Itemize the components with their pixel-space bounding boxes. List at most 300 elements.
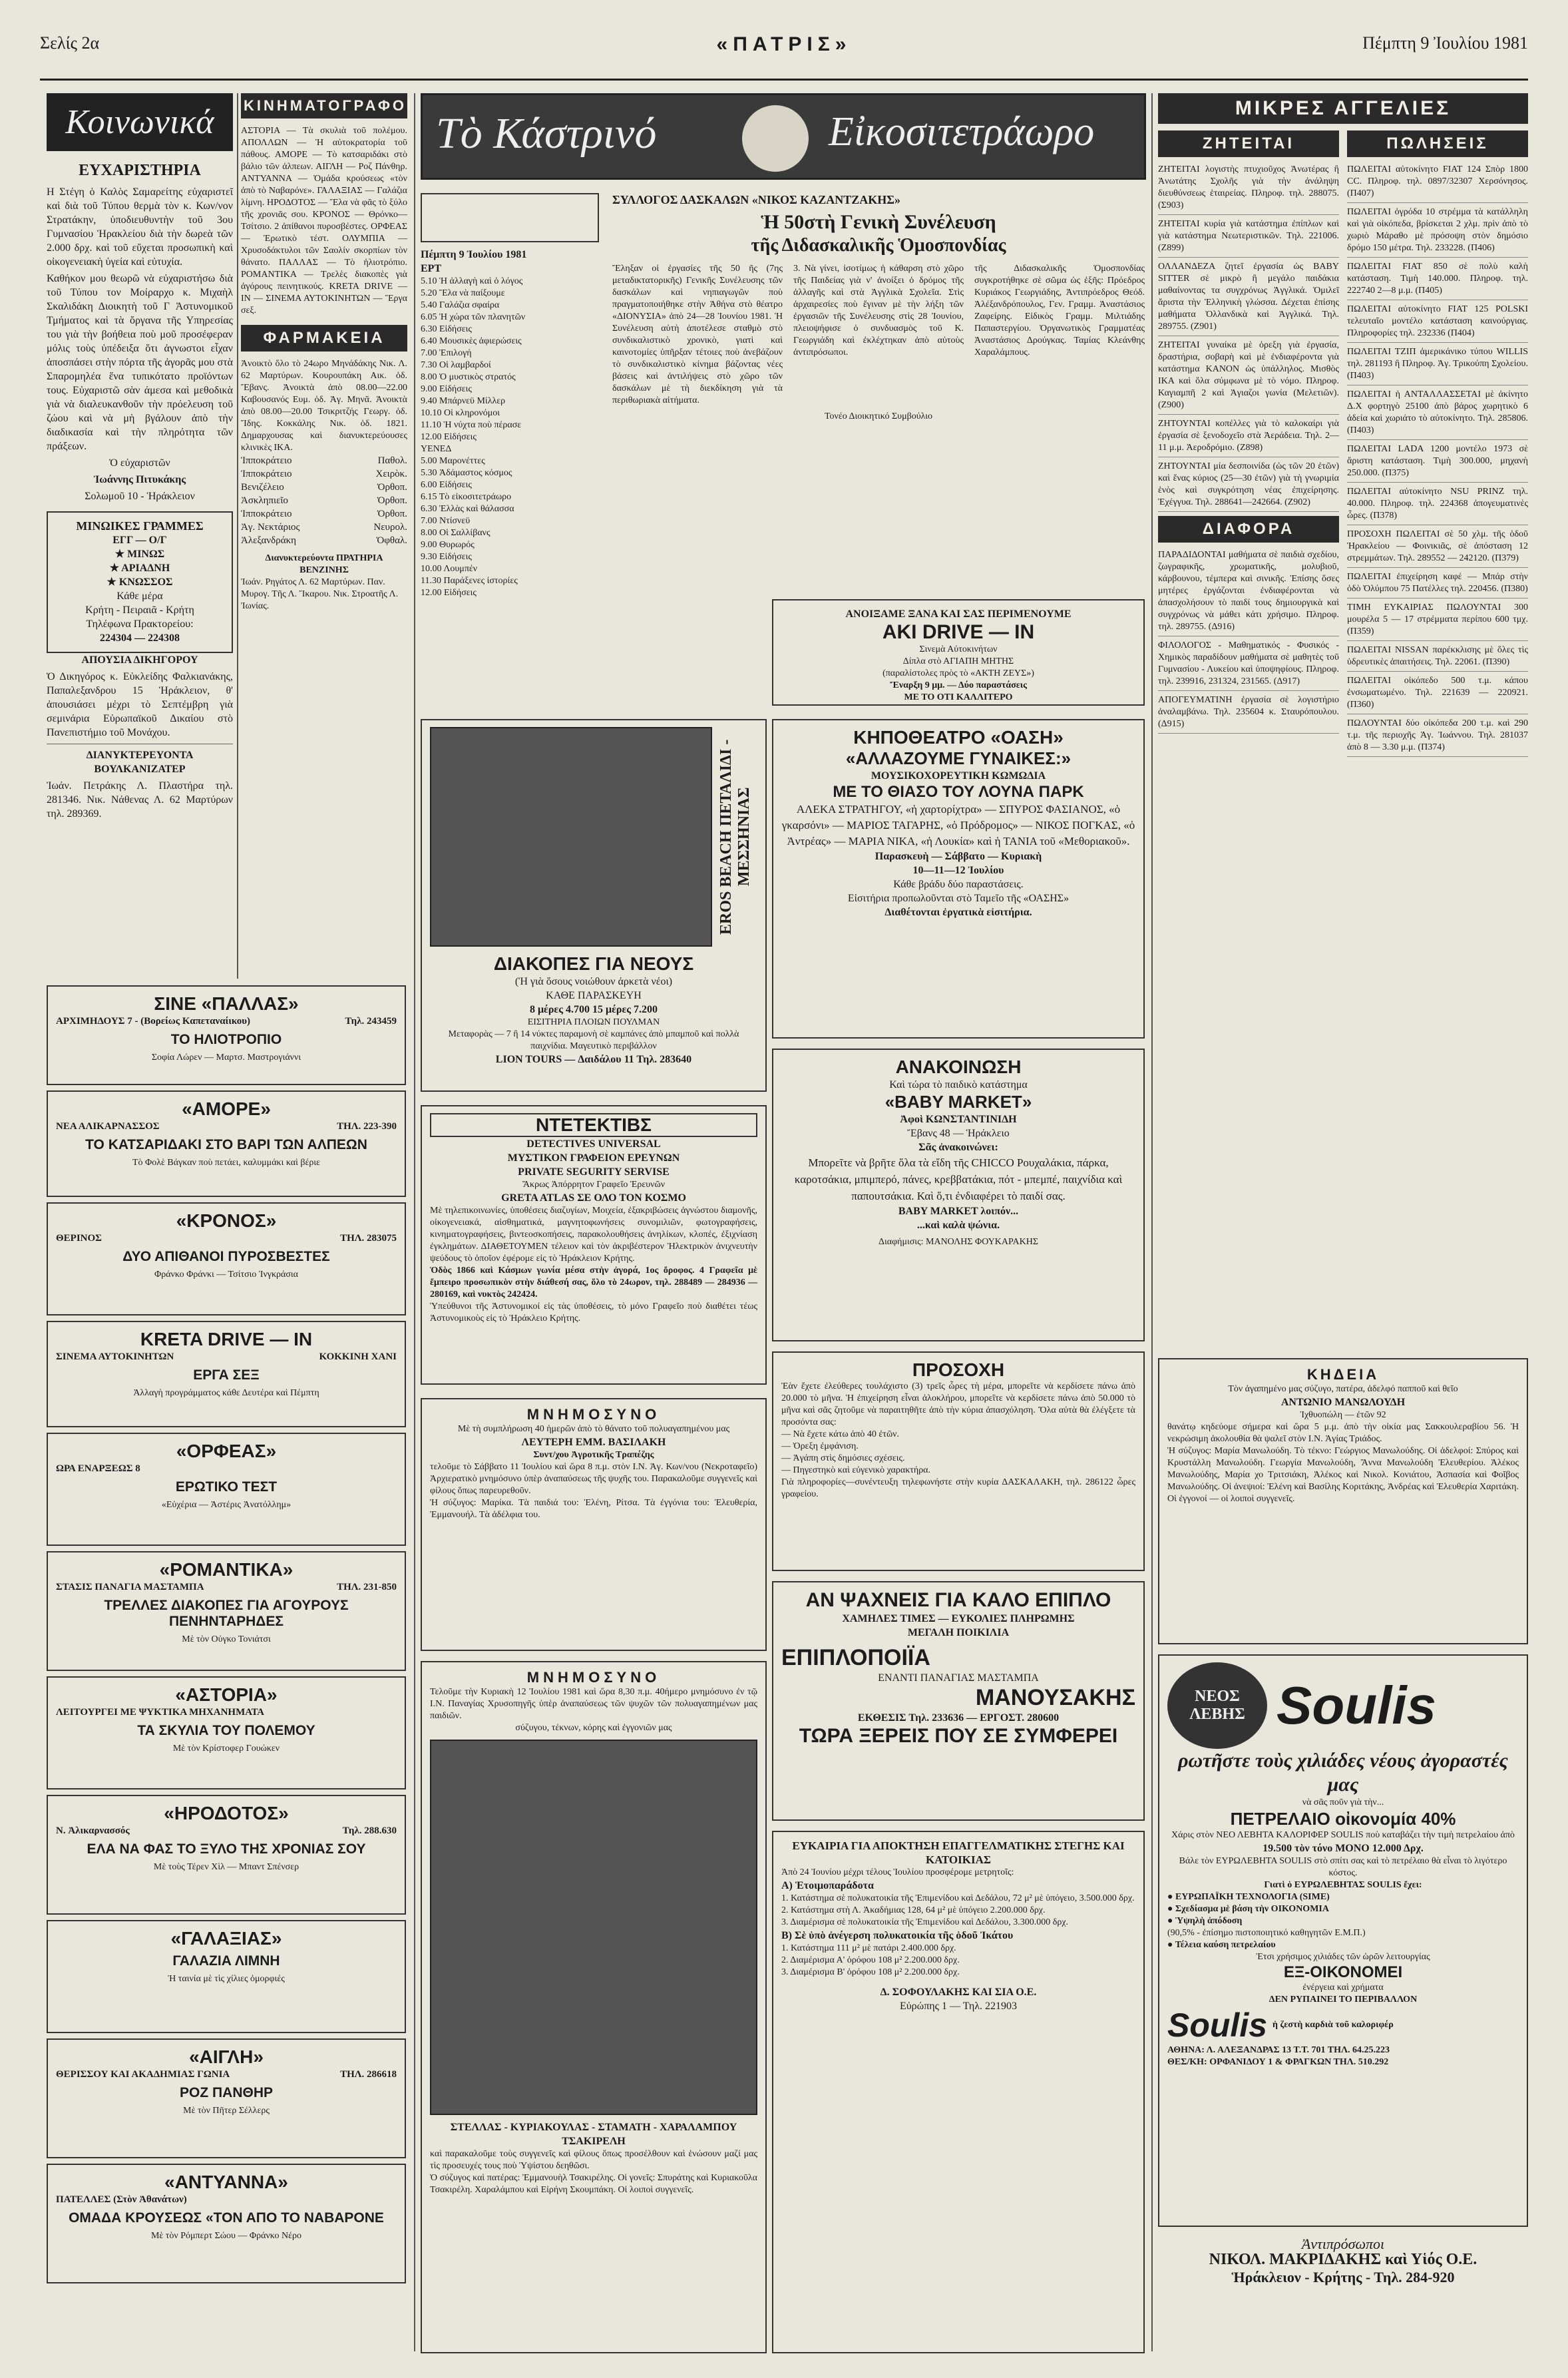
detective-h5: GRETA ATLAS ΣΕ ΟΛΟ ΤΟΝ ΚΟΣΜΟ xyxy=(501,1192,686,1204)
soulis-price: 19.500 τὸν τόνο ΜΟΝΟ 12.000 Δρχ. xyxy=(1263,1843,1424,1854)
memorial2-names: ΣΤΕΛΛΑΣ - ΚΥΡΙΑΚΟΥΛΑΣ - ΣΤΑΜΑΤΗ - ΧΑΡΑΛΑΜΠΟΥ ΤΣΑΚΙΡΕΛΗ xyxy=(450,2122,737,2147)
detective-sub: DETECTIVES UNIVERSAL xyxy=(526,1138,661,1150)
cinema-addr: ΣΙΝΕΜΑ ΑΥΤΟΚΙΝΗΤΩΝ xyxy=(56,1351,174,1362)
teachers-title-2: τῆς Διδασκαλικῆς Ὁμοσπονδίας xyxy=(751,235,1006,256)
minoan-lines-ad xyxy=(47,511,233,653)
thanks-title: ΕΥΧΑΡΙΣΤΗΡΙΑ xyxy=(79,162,201,179)
property-item: 2. Κατάστημα στὴ Λ. Ἀκαδήμιας 128, 64 μ² μὲ ὑπόγειο 2.200.000 δρχ. xyxy=(781,1905,1046,1915)
furniture-slogan: ΤΩΡΑ ΞΕΡΕΙΣ ΠΟΥ ΣΕ ΣΥΜΦΕΡΕΙ xyxy=(799,1725,1118,1747)
kastrino-emblem-icon xyxy=(742,105,809,172)
theatre-days: Παρασκευὴ — Σάββατο — Κυριακὴ xyxy=(875,851,1042,862)
tv-item: 5.30 Ἀδάμαστος κόσμος xyxy=(421,468,512,478)
column-rule xyxy=(1151,93,1153,2351)
agent-l1: Ἀντιπρόσωποι xyxy=(1301,2237,1385,2252)
sale-ad: ΠΩΛΕΙΤΑΙ ΤΖΙΠ ἀμερικάνικο τύπου WILLIS τηλ. 281193 ἢ Πληροφ. Ἀγ. Τρικούπη Σχολείου. (Π403) xyxy=(1347,346,1528,385)
cinema-ad xyxy=(47,1433,406,1546)
tv-item: 6.05 Ἡ χώρα τῶν πλανητῶν xyxy=(421,312,526,322)
minoan-ship: ★ ΚΝΩΣΣΟΣ xyxy=(106,577,173,588)
minoan-title: ΜΙΝΩΙΚΕΣ ΓΡΑΜΜΕΣ xyxy=(76,519,204,533)
sale-ad: ΠΩΛΕΙΤΑΙ οἰκόπεδο 500 τ.μ. κάπου ἐνσωματωμένο. Τηλ. 221639 — 220921. (Π360) xyxy=(1347,675,1528,714)
kastrino-header xyxy=(421,93,1146,180)
pharmacy-name: Βενιζέλειο xyxy=(241,482,284,493)
aki-l2: AKI DRIVE — IN xyxy=(882,621,1035,643)
aki-l6: Ἔναρξη 9 μμ. — Δύο παραστάσεις xyxy=(890,680,1027,690)
travel-sub: (Ἡ γιὰ ὅσους νοιώθουν ἀρκετὰ νέοι) xyxy=(514,976,673,987)
baby-market-ad xyxy=(772,1049,1145,1341)
soulis-feature: ● Ὑψηλὴ ἀπόδοση xyxy=(1167,1916,1243,1926)
pharmacy-row xyxy=(241,534,407,547)
cinema-ads xyxy=(47,985,406,2357)
cinema-tel: ΤΗΛ. 286618 xyxy=(340,2069,397,2080)
proschi-req: — Νὰ ἔχετε κάτω ἀπὸ 40 ἐτῶν. xyxy=(781,1429,899,1439)
aki-l3: Σινεμὰ Αὐτοκινήτων xyxy=(919,644,998,654)
detective-addr: Ὁδὸς 1866 καὶ Κάσμων γωνία μέσα στὴν ἀγορά, 1ος ὄροφος. 4 Γραφεῖα μὲ ἔμπειρο προσωπικὸν στὴν διάθεσή σας, ὅλο τὸ 24ωρον, τηλ. 288489 — 284936 — 280169, καὶ νυκτὸς 242424. xyxy=(430,1266,757,1300)
cinema-ad xyxy=(47,985,406,1085)
cinema-info-row xyxy=(56,1015,397,1028)
cinema-tel: ΤΗΛ. 223-390 xyxy=(337,1121,397,1132)
memorial2-mid: σύζυγου, τέκνων, κόρης καὶ ἐγγονιῶν μας xyxy=(515,1723,672,1733)
issue-date: Πέμπτη 9 Ἰουλίου 1981 xyxy=(1362,33,1528,53)
detective-h2: ΜΥΣΤΙΚΟΝ ΓΡΑΦΕΙΟΝ ΕΡΕΥΝΩΝ xyxy=(507,1152,680,1164)
property-a: Α) Ἑτοιμοπαράδοτα xyxy=(781,1880,874,1891)
property-item: 3. Διαμέρισμα Β' ὀρόφου 108 μ² 2.200.000 δρχ. xyxy=(781,1967,960,1977)
cinema-name: «ΑΜΟΡΕ» xyxy=(182,1098,271,1119)
pharmacy-dept: Ὀρθοπ. xyxy=(377,482,407,493)
furniture-tel: ΕΚΘΕΣΙΣ Τηλ. 233636 — ΕΡΓΟΣΤ. 280600 xyxy=(857,1712,1060,1724)
memorial1-role: Συντ/χου Ἀγροτικῆς Τραπέζης xyxy=(533,1450,654,1460)
baby-name: «BABY MARKET» xyxy=(884,1092,1032,1112)
cinema-film: ΓΑΛΑΖΙΑ ΛΙΜΝΗ xyxy=(172,1953,280,1969)
cinema-tel: Τηλ. 243459 xyxy=(345,1016,397,1027)
aki-l7: ΜΕ ΤΟ ΟΤΙ ΚΑΛΛΙΤΕΡΟ xyxy=(904,692,1013,702)
pharmacy-name: Ἀλεξανδράκη xyxy=(241,535,296,546)
soulis-ad xyxy=(1158,1654,1528,2227)
tyre-title: ΔΙΑΝΥΚΤΕΡΕΥΟΝΤΑ ΒΟΥΛΚΑΝΙΖΑΤΕΡ xyxy=(86,750,194,775)
property-title: ΕΥΚΑΙΡΙΑ ΓΙΑ ΑΠΟΚΤΗΣΗ ΕΠΑΓΓΕΛΜΑΤΙΚΗΣ ΣΤΕΓΗΣ ΚΑΙ ΚΑΤΟΙΚΙΑΣ xyxy=(792,1839,1125,1866)
theatre-troupe: ΜΕ ΤΟ ΘΙΑΣΟ ΤΟΥ ΛΟΥΝΑ ΠΑΡΚ xyxy=(833,783,1084,801)
aki-drive-in-ad xyxy=(772,599,1145,706)
cinema-ad xyxy=(47,2038,406,2158)
cinema-cast: Μὲ τὸν Κρίστοφερ Γουώκεν xyxy=(172,1744,280,1754)
funeral-role: Ἰχθυοπώλη — ἐτῶν 92 xyxy=(1300,1410,1386,1420)
funeral-fam: Ἡ σύζυγος: Μαρία Μανωλούδη. Τὸ τέκνο: Γεώργιος Μανωλούδης. Οἱ ἀδελφοί: Σπύρος καὶ Κρυστάλλη Μανωλούδη. Γεωργία Μανωλούδη, Ἄννα Μανωλούδη Ἐλευθερίου. Ἀλέκος Μανωλούδης, Μαρία χο Τριτσιάκη, Ἀλέκος καὶ Νικολ. Κονιάτου, Ἀσπασία καὶ Φοῖβος Μανωλούδης. Οἱ ἀνεψιοί: Ἐλένη καὶ Βασίλης Κοριτάκης, Ἀνδρέας καὶ Ἐλευθερία Χαριτάκη. Οἱ ἐγγονοί — οἱ λοιποὶ συγγενεῖς. xyxy=(1167,1446,1519,1504)
cinema-cast: Σοφία Λώρεν — Μαρτσ. Μαστρογιάννι xyxy=(151,1053,301,1063)
wanted-ad: ΖΗΤΟΥΝΤΑΙ μία δεσποινίδα (ὡς τῶν 20 ἐτῶν) καὶ ἕνας κύριος (25—30 ἐτῶν) γιὰ τὴ γνωριμία ἑνὸς καὶ συγκρότηση νέας ἐπιχείρησης. Ἐχέγγυα. Τηλ. 288641—242664. (Ζ902) xyxy=(1158,461,1339,512)
misc-ad: ΦΙΛΟΛΟΓΟΣ - Μαθηματικός - Φυσικός - Χημικὸς παραδίδουν μαθήματα σὲ μαθητὲς τοῦ Γυμνασίου - Λυκείου καὶ ὑποψηφίους. Πληροφ. τηλ. 239916, 231324, 231565. (Δ917) xyxy=(1158,640,1339,691)
tv-item: 7.00 Ἐπιλογή xyxy=(421,348,472,358)
travel-price: 8 μέρες 4.700 15 μέρες 7.200 xyxy=(529,1004,658,1015)
detective-ad xyxy=(421,1105,767,1385)
soulis-addr1: ΑΘΗΝΑ: Λ. ΑΛΕΞΑΝΔΡΑΣ 13 Τ.Τ. 701 ΤΗΛ. 64.25.223 xyxy=(1167,2045,1390,2055)
cinema-name: «ΡΟΜΑΝΤΙΚΑ» xyxy=(159,1559,294,1580)
misc-ad: ΠΑΡΑΔΙΔΟΝΤΑΙ μαθήματα σὲ παιδιὰ σχεδίου, ζωγραφικῆς, χρωματικῆς, μολυβιοῦ, κάρβουνου, τέμπερα καὶ σινικῆς. Ἐπίσης ὅσες μητέρες ἐργάζονται ἐνδιαφέρονται νὰ ἀπασχολήσουν τὸ παιδί τους δημιουργικὰ καὶ συγχρόνως νὰ μάθει κάτι χρήσιμο. Πληροφ. τηλ. 289755. (Δ916) xyxy=(1158,549,1339,636)
thanks-p1: Η Στέγη ὁ Καλὸς Σαμαρείτης εὐχαριστεῖ καὶ διὰ τοῦ Τύπου θερμὰ τὸν κ. Κων/νον Στρατάκην, ὑποδιευθυντὴν τοῦ 3ου Γυμνασίου Ἡρακλείου διὰ τὴν δωρεὰ τῶν 2.000 δρχ. καὶ τοῦ εὔχεται προσωπικὴ καὶ οἰκογενειακὴ ὑγεία καὶ εὐτυχία. xyxy=(47,186,233,268)
memorial2-text2: καὶ παρακαλοῦμε τοὺς συγγενεῖς καὶ φίλους ὅπως προσέλθουν καὶ ἑνώσουν μαζί μας τὶς προσευχές τους ποὺ Ὑψίστου δεηθῶσι. xyxy=(430,2149,757,2171)
pharmacy-row xyxy=(241,454,407,467)
cinema-ad xyxy=(47,1795,406,1915)
cinema-name: KRETA DRIVE — IN xyxy=(140,1329,313,1349)
property-firm: Δ. ΣΟΦΟΥΛΑΚΗΣ ΚΑΙ ΣΙΑ Ο.Ε. xyxy=(880,1987,1037,1998)
tv-item: 5.40 Γαλάζια σφαίρα xyxy=(421,300,500,310)
aki-l5: (παραλίστολες πρὸς τὸ «ΑΚΤΗ ΖΕΥΣ») xyxy=(882,668,1034,678)
cinema-film: ΕΡΓΑ ΣΕΞ xyxy=(193,1367,260,1383)
tv-item: 7.00 Ντίσνεϋ xyxy=(421,516,471,526)
proschi-ad xyxy=(772,1351,1145,1571)
tv-item: 11.10 Ἡ νύχτα ποὺ πέρασε xyxy=(421,420,522,430)
sale-ad: ΠΩΛΕΙΤΑΙ ἐπιχείρηση καφέ — Μπάρ στὴν ὁδὸ Ὀλύμπου 75 Πατέλλες τηλ. 220456. (Π380) xyxy=(1347,571,1528,598)
proschi-contact: Γιὰ πληροφορίες—συνέντευξη τηλεφωνήστε στὴν κυρία ΔΑΣΚΑΛΑΚΗ, τηλ. 286122 ὧρες γραφείου. xyxy=(781,1477,1135,1499)
sale-bar: ΠΩΛΗΣΕΙΣ xyxy=(1347,130,1528,157)
cinema-addr: ΘΕΡΙΝΟΣ xyxy=(56,1233,102,1244)
sale-ad: ΠΡΟΣΟΧΗ ΠΩΛΕΙΤΑΙ σὲ 50 χλμ. τῆς ὁδοῦ Ἡρακλείου — Φοινικιᾶς, σὲ ἀπόσταση 12 στρεμμάτων. Τηλ. 289552 — 242120. (Π379) xyxy=(1347,529,1528,568)
theatre-shows: Κάθε βράδυ δύο παραστάσεις. xyxy=(893,879,1024,890)
pharmacy-row xyxy=(241,521,407,534)
baby-close-2: ...καὶ καλὰ ψώνια. xyxy=(916,1220,1000,1231)
memorial2-fam: Ὁ σύζυγος καὶ πατέρας: Ἐμμανουὴλ Τσακιρέλης. Οἱ γονεῖς: Σπυράτης καὶ Κυριακοῦλα Τσακιρέλη. Χαραλάμπου καὶ Εἰρήνη Σκουμπάκη. Οἱ λοιποὶ συγγενεῖς. xyxy=(430,2173,757,2195)
wanted-ad: ΖΗΤΕΙΤΑΙ κυρία γιὰ κατάστημα ἐπίπλων καὶ γιὰ κατάστημα Νεωτεριστικῶν. Τηλ. 221006. (Ζ899) xyxy=(1158,218,1339,258)
sale-ad: ΠΩΛΕΙΤΑΙ ἡ ΑΝΤΑΛΛΑΣΣΕΤΑΙ μὲ ἀκίνητο Δ.Χ φορτηγὸ 25100 ἀπὸ βάρος χωρητικὸ 6 ἀδεία καὶ χωριάτο τὸ αὐτοκίνητο. Τηλ. 285806. (Π403) xyxy=(1347,389,1528,440)
wanted-ad: ΖΗΤΟΥΝΤΑΙ κοπέλλες γιὰ τὸ καλοκαίρι γιὰ ἐργασία σὲ ξενοδοχεῖο στὰ Ἀεράδεια. Τηλ. 2—11 μ.μ. Ἀεροδρόμιο. (Ζ898) xyxy=(1158,418,1339,457)
sale-ad: ΠΩΛΕΙΤΑΙ αὐτοκίνητο FIAT 125 POLSKI τελευταῖο μοντέλο κατάσταση καινούργιας. Πληροφορίες τηλ. 232336 (Π404) xyxy=(1347,304,1528,343)
theatre-genre: ΜΟΥΣΙΚΟΧΟΡΕΥΤΙΚΗ ΚΩΜΩΔΙΑ xyxy=(871,770,1046,782)
soulis-slogan: ρωτῆστε τοὺς χιλιάδες νέους ἀγοραστές μας xyxy=(1178,1750,1508,1795)
funeral-intro: Τὸν ἀγαπημένο μας σύζυγο, πατέρα, ἀδελφό παπποῦ καὶ θεῖο xyxy=(1228,1384,1458,1394)
column-social xyxy=(47,93,233,824)
property-b: Β) Σὲ ὑπὸ ἀνέγερση πολυκατοικία τῆς ὁδοῦ Ἰκάτου xyxy=(781,1930,1014,1941)
proschi-text: Ἐὰν ἔχετε ἐλεύθερες τουλάχιστο (3) τρεῖς ὧρες τὴ μέρα, μπορεῖτε νὰ κερδίσετε πάνω ἀπὸ 20.000 τὸ μῆνα. Ἡ ἐπιχείρηση εἶναι ἀλοκλήρου, μπορεῖτε νὰ κερδίσετε πάνω ἀπὸ 50.000 τὸ μῆνα καὶ σᾶς ζητοῦμε νὰ παραιτηθῆτε ἀπὸ τὴν κύρια ἀπασχόληση. Ὅλα αὐτὰ θὰ ἐλέγξετε τὰ προσόντα σας: xyxy=(781,1381,1135,1427)
tv-item: 8.00 Ὁ μυστικὸς στρατός xyxy=(421,372,516,382)
memorial1-fam: Ἡ σύζυγος: Μαρίκα. Τὰ παιδιά του: Ἐλένη, Ρίτσα. Τὰ ἐγγόνια του: Ἐλευθερία, Ἐμμανουήλ. Τὰ ἀδέλφια του. xyxy=(430,1498,757,1520)
sale-ad: ΠΩΛΕΙΤΑΙ LADA 1200 μοντέλο 1973 σὲ ἄριστη κατάσταση. Τιμὴ 300.000, μηχανὴ 250.000. (Π375) xyxy=(1347,443,1528,483)
sale-ad: ΠΩΛΕΙΤΑΙ αὐτοκίνητο FIAT 124 Σπὸρ 1800 CC. Πληροφ. τηλ. 0897/32307 Χερσόνησος. (Π407) xyxy=(1347,164,1528,203)
cinema-info-row xyxy=(56,1350,397,1363)
proschi-req: — Ὀρεξη ἐμφάνιση. xyxy=(781,1441,859,1451)
soulis-brand: Soulis xyxy=(1276,1676,1437,1735)
furniture-name: ΜΑΝΟΥΣΑΚΗΣ xyxy=(975,1685,1135,1710)
memorial1-name: ΛΕΥΤΕΡΗ ΕΜΜ. ΒΑΣΙΛΑΚΗ xyxy=(521,1437,666,1448)
soulis-note: (90,5% - ἐπίσημο πιστοποιητικό καθηγητῶν Ε.Μ.Π.) xyxy=(1167,1928,1366,1938)
furniture-l2: ΧΑΜΗΛΕΣ ΤΙΜΕΣ — ΕΥΚΟΛΙΕΣ ΠΛΗΡΩΜΗΣ xyxy=(842,1613,1075,1624)
cinema-bar: ΚΙΝΗΜΑΤΟΓΡΑΦΟΙ xyxy=(241,93,407,119)
pharmacy-dept: Ὀφθαλ. xyxy=(376,535,407,546)
pharmacy-text: Ἀνοικτὸ ὅλο τὸ 24ωρο Μηνάδάκης Νικ. Λ. 62 Μαρτύρων. Κουρουπάκη Αικ. ὁδ. Ἔβανς. Ἀνοικτὰ ἀπὸ 08.00—22.00 Καβουσανός Ευμ. ὁδ. Ἀγ. Μηνᾶ. Ἀνοικτὰ ἀπὸ 08.00—20.00 Τσικριτζής Γεωργ. ὁδ. Ἴδης. Κοκκάλης Νικ. ὁδ. 1821. Δημαρχουσας καὶ διανυκτερεύουσες κλινικὲς ΙΚΑ. xyxy=(241,359,407,453)
cinema-cast: Μὲ τὸν Ρόμπερτ Σώου — Φράνκο Νέρο xyxy=(150,2231,302,2241)
misc-ad: ΑΠΟΓΕΥΜΑΤΙΝΗ ἐργασία σὲ λογιστήριο ἀναλαμβάνω. Τηλ. 235604 κ. Σταυρόπουλου. (Δ915) xyxy=(1158,694,1339,734)
tv-item: 6.30 Ἑλλὰς καὶ θάλασσα xyxy=(421,504,514,514)
property-item: 3. Διαμέρισμα σὲ πολυκατοικία τῆς Ἐπιμενίδου καὶ Δεδάλου, 3.300.000 δρχ. xyxy=(781,1917,1069,1927)
cinema-film: ΤΡΕΛΛΕΣ ΔΙΑΚΟΠΕΣ ΓΙΑ ΑΓΟΥΡΟΥΣ ΠΕΝΗΝΤΑΡΗΔΕΣ xyxy=(104,1598,349,1629)
travel-vertical: EROS BEACH ΠΕΤΑΛΙΔΙ - ΜΕΣΣΗΝΙΑΣ xyxy=(717,739,753,935)
soulis-feature: ● Σχεδίασμα μὲ βάση τὴν ΟΙΚΟΝΟΜΙΑ xyxy=(1167,1904,1329,1914)
cinema-info-row xyxy=(56,2193,397,2206)
soulis-addr2: ΘΕΣ/ΚΗ: ΟΡΦΑΝΙΔΟΥ 1 & ΦΡΑΓΚΩΝ ΤΗΛ. 510.292 xyxy=(1167,2057,1389,2067)
soulis-eco2: ἐνέργεια καὶ χρήματα xyxy=(1302,1983,1384,1993)
cinema-film: ΤΟ ΗΛΙΟΤΡΟΠΙΟ xyxy=(170,1032,282,1047)
cinema-cast: Φράνκο Φράνκι — Τσίτσιο Ἰνγκράσια xyxy=(154,1270,299,1280)
cinema-film: ΔΥΟ ΑΠΙΘΑΝΟΙ ΠΥΡΟΣΒΕΣΤΕΣ xyxy=(122,1249,330,1264)
pharmacy-name: Ἱπποκράτειο xyxy=(241,469,292,479)
furniture-l3: ΜΕΓΑΛΗ ΠΟΙΚΙΛΙΑ xyxy=(907,1627,1010,1638)
cinema-list: ΑΣΤΟΡΙΑ — Τὰ σκυλιὰ τοῦ πολέμου. ΑΠΟΛΛΩΝ — Ἡ αὐτοκρατορία τοῦ πάθους. ΑΜΟΡΕ — Τὸ κατσαριδάκι στὸ βάλιο τῶν ἀλπεων. ΑΙΓΛΗ — Ροζ Πάνθηρ. ΑΝΤΥΑΝΝΑ — Ὀμάδα κρούσεως «τὸν ἀπὸ τὸ Ναβαρόνε». ΓΑΛΑΞΙΑΣ — Γαλάζια λίμνη. ΗΡΟΔΟΤΟΣ — Ἕλα νὰ φᾶς τὸ ξύλο τῆς χρονιᾶς σου. ΚΡΟΝΟΣ — Θρόνκο—Τσίτσιο. 2 ἀπίθανοι πυροσβέστες. ΟΡΦΕΑΣ — Ἐρωτικὸ τέστ. ΟΛΥΜΠΙΑ — Χρυσοδάκτυλοι τῶν Σαολίν σκορπίων τὸν θάνατο. ΠΑΛΛΑΣ — Τὸ ἡλιοτρόπιο. ΡΟΜΑΝΤΙΚΑ — Τρελὲς διακοπὲς γιὰ ἀγόρους πεινητικούς. KRETA DRIVE — IN — ΣΙΝΕΜΑ ΑΥΤΟΚΙΝΗΤΩΝ — Ἔργα σεξ. xyxy=(241,126,407,316)
cinema-name: «ΟΡΦΕΑΣ» xyxy=(176,1441,277,1461)
teachers-col-c: τῆς Διδασκαλικῆς Ὁμοσπονδίας συγκροτήθηκε σὲ σῶμα ὡς ἑξῆς: Πρόεδρος Κυριάκος Γεωργιάδης, Ἀντιπρόεδρος Θεόδ. Ἀλέξανδρόπουλος, Γεν. Γραμμ. Ἀναστάσιος Ζαφείρης. Εἰδικὸς Γραμμ. Μιλτιάδης Παπαστεργίου. Ὀργανωτικὸς Γραμματέας Ἀναστάσιος Δρούγκας. Ταμίας Κλεάνθης Χαραλάμπους. xyxy=(974,264,1145,357)
funeral-title: ΚΗΔΕΙΑ xyxy=(1306,1366,1380,1383)
tv-item: 10.10 Οἱ κληρονόμοι xyxy=(421,408,500,418)
tv-item: 9.00 Θυρωρός xyxy=(421,540,475,550)
cinema-name: «ΗΡΟΔΟΤΟΣ» xyxy=(164,1803,289,1823)
sale-ad: ΠΩΛΕΙΤΑΙ ὀγρόδα 10 στρέμμα τὰ κατάλληλη καὶ γιὰ οἰκόπεδα, βρίσκεται 2 χλμ. πρὶν ἀπὸ τὸ χωριὸ Μάραθο μὲ πρόσοψη στὸν δημόσιο δρόμο 150 μέτρα. Τηλ. 233228. (Π406) xyxy=(1347,206,1528,258)
soulis-q: νὰ σᾶς ποῦν γιὰ τὴν... xyxy=(1302,1797,1384,1807)
thanks-addr: Σολωμοῦ 10 - Ἡράκλειον xyxy=(85,491,195,502)
travel-fri: ΚΑΘΕ ΠΑΡΑΣΚΕΥΗ xyxy=(546,990,642,1001)
memorial2-title: ΜΝΗΜΟΣΥΝΟ xyxy=(526,1669,661,1686)
cinema-addr: ΣΤΑΣΙΣ ΠΑΝΑΓΙΑ ΜΑΣΤΑΜΠΑ xyxy=(56,1582,204,1592)
sale-ad: ΠΩΛΕΙΤΑΙ FIAT 850 σὲ πολὺ καλὴ κατάσταση. Τιμὴ 140.000. Πληροφ. τηλ. 222740 2—8 μ.μ. (Π405) xyxy=(1347,261,1528,300)
cinema-addr: ΑΡΧΙΜΗΔΟΥΣ 7 - (Βορείως Καπεταναίικου) xyxy=(56,1016,251,1027)
lawyer-text: Ὁ Δικηγόρος κ. Εὐκλείδης Φαλκιανάκης, Παπαλεξανδρου 15 Ἡράκλειον, θ' ἀπουσιάσει μέχρι τὸ Σεπτέμβρη γιὰ σεμινάρια Εὐρωπαϊκοῦ Δικαίου στὸ Πανεπιστήμιο τοῦ Μονάχου. xyxy=(47,671,233,738)
baby-text: Μπορεῖτε νὰ βρῆτε ὅλα τὰ εἴδη τῆς CHICCO Ρουχαλάκια, πάρκα, καροτσάκια, μπιμπερό, πάνες, κρεββατάκια, πότ - μπεμπέ, παιχνίδια καὶ παπουτσάκια. Καὶ ὅ,τι ἐνδιαφέρει τὸ παιδί σας. xyxy=(794,1156,1123,1202)
teachers-col-b: 3. Νὰ γίνει, ἰσοτίμως ἡ κάθαρση στὸ χῶρο τῆς Παιδείας γιὰ ν' ἀνοίξει ὁ δρόμος τῆς ἀλλαγῆς καὶ στὰ Ἀγγλικὰ Σχολεῖα. Στὶς ἀρχαιρεσίες ποὺ ἔγιναν μὲ τὴν λήξη τῶν ἐργασιῶν τῆς Συνέλευσης στὶς 28 Ἰουνίου, πλειοψήφισε ὁ συνδυασμὸς τοῦ Κ. Γεωργιάδη καὶ ἐκλέχτηκαν ἀπὸ αὐτοὺς ἀντιπρόσωποι. xyxy=(793,264,964,357)
header-rule xyxy=(40,79,1528,81)
memorial1-intro: Μὲ τὴ συμπλήρωση 40 ἡμερῶν ἀπὸ τὸ θάνατο τοῦ πολυαγαπημένου μας xyxy=(457,1424,730,1434)
pharmacy-dept: Ὀρθοπ. xyxy=(377,495,407,506)
tv-item: 6.30 Εἰδήσεις xyxy=(421,324,472,334)
cinema-name: «ΓΑΛΑΞΙΑΣ» xyxy=(170,1928,282,1949)
thanks-p2: Καθήκον μου θεωρῶ νὰ εὐχαριστήσω διὰ τοῦ Τύπου τον Μοίραρχο κ. Μιχαὴλ Σκαλιδάκη Διοικητὴ τοῦ Γ Ἀστυνομικοῦ Τμήματος καὶ τὰ ὄργανα τῆς Υπηρεσίας του γιὰ τὴν βοήθεια ποὺ μοῦ προσέφεραν μόλις τοὺς ὑπέδειξα ὅτι ἀγνωστοι εἶχαν ἀποσπάσει στὴν πόρτα τῆς ἀγορᾶς μου στὰ Σπαρομηλέα ἕνα τυπικότατο προϊόντων τους. Εὐχαριστῶ σὰν άμεσα καὶ μεθοδικὰ γιὰ νὰ διαλευκανθοῦν τὴν πρόελευση τοῦ ζώου καὶ νὰ μὴ βγάλουν ἀπὸ τὴν διαδικασία καὶ τὴν πληρότητα τῶν πράξεων. xyxy=(47,273,233,452)
pharmacy-bar: ΦΑΡΜΑΚΕΙΑ xyxy=(241,325,407,352)
tv-item: 9.30 Εἰδήσεις xyxy=(421,552,472,562)
wanted-ad: ΖΗΤΕΙΤΑΙ λογιστὴς πτυχιοῦχος Ἀνωτέρας ἢ Ἀνωτάτης Σχολῆς γιὰ τὴν ἀνάληψη διευθύνσεως ἑταιρείας. Πληροφ. τηλ. 288075. (Σ903) xyxy=(1158,164,1339,215)
travel-agency: LION TOURS — Δαιδάλου 11 Τηλ. 283640 xyxy=(495,1054,692,1065)
cinema-info-row xyxy=(56,1580,397,1594)
property-item: 1. Κατάστημα σὲ πολυκατοικία τῆς Ἐπιμενίδου καὶ Δεδάλου, 72 μ² μὲ ὑπόγειο, 3.500.000 δρχ. xyxy=(781,1893,1135,1903)
cinema-cast: Μὲ τοὺς Τέρεν Χὶλ — Μπαντ Σπένσερ xyxy=(153,1862,299,1872)
memorial1-title: ΜΝΗΜΟΣΥΝΟ xyxy=(526,1406,661,1423)
cinema-addr: Ν. Ἀλικαρνασσός xyxy=(56,1825,130,1836)
sale-ad: ΠΩΛΕΙΤΑΙ NISSAN παρέκκλισης μὲ ὅλες τὶς ὑδρευτικὲς ἀπαιτήσεις. Τηλ. 22061. (Π390) xyxy=(1347,644,1528,672)
cinema-film: ΟΜΑΔΑ ΚΡΟΥΣΕΩΣ «ΤΟΝ ΑΠΟ ΤΟ ΝΑΒΑΡΟΝΕ xyxy=(69,2210,384,2226)
teachers-sign: Τονέο Διοικητικό Συμβούλιο xyxy=(824,411,933,421)
soulis-agent xyxy=(1158,2237,1528,2337)
tv-programme xyxy=(421,193,599,746)
theatre-free: Διαθέτονται ἐργατικὰ εἰσιτήρια. xyxy=(884,907,1032,918)
tv-item: 7.30 Οἱ λαμβαρδοί xyxy=(421,360,491,370)
pharmacy-row xyxy=(241,467,407,481)
wanted-ad: ΟΛΛΑΝΔΕΖΑ ζητεῖ ἐργασία ὡς BABY SITTER σὲ μικρὸ ἢ μεγάλο παιδάκια μαθαίνοντας τα συγχρόνως Ἀγγλικά. Ὁμιλεῖ ἄριστα τὴν Ἑλληνικὴ γλώσσα. Δέχεται ἐπίσης μαθήματα Ὀλλανδικὰ καὶ Ἀγγλικά. Τηλ. 289755. (Ζ901) xyxy=(1158,261,1339,336)
furniture-l1: ΑΝ ΨΑΧΝΕΙΣ ΓΙΑ ΚΑΛΟ ΕΠΙΠΛΟ xyxy=(805,1589,1111,1611)
soulis-brand-2: Soulis xyxy=(1167,2007,1268,2044)
furniture-logo: ΕΠΙΠΛΟΠΟΙΪΑ xyxy=(781,1645,930,1670)
tv-item: 9.40 Μπάρνεϋ Μίλλερ xyxy=(421,396,506,406)
baby-addr: Ἔβανς 48 — Ἡράκλειο xyxy=(907,1128,1010,1139)
cinema-film: ΡΟΖ ΠΑΝΘΗΡ xyxy=(179,2085,273,2100)
furniture-place: ΕΝΑΝΤΙ ΠΑΝΑΓΙΑΣ ΜΑΣΤΑΜΠΑ xyxy=(878,1672,1039,1684)
soulis-why: Γιατὶ ὁ ΕΥΡΩΛΕΒΗΤΑΣ SOULIS ἔχει: xyxy=(1264,1880,1422,1890)
wanted-bar: ΖΗΤΕΙΤΑΙ xyxy=(1158,130,1339,157)
cinema-cast: Μὲ τὸν Πῆτερ Σέλλερς xyxy=(183,2106,270,2116)
tv-date: Πέμπτη 9 Ἰουλίου 1981 xyxy=(421,249,527,260)
cinema-addr: ΛΕΙΤΟΥΡΓΕΙ ΜΕ ΨΥΚΤΙΚΑ ΜΗΧΑΝΗΜΑΤΑ xyxy=(56,1707,265,1718)
cinema-tel: Τηλ. 288.630 xyxy=(342,1825,397,1836)
cinema-info-row xyxy=(56,1824,397,1837)
memorial2-text: Τελοῦμε τὴν Κυριακὴ 12 Ἰουλίου 1981 καὶ ὥρα 8,30 π.μ. 40ήμερο μνημόσυνο ἐν τῷ Ι.Ν. Παναγίας Χρυσοπηγῆς ὑπὲρ ἀναπαύσεως τῶν ψυχῶν τῶν πολυαγαπημένων μας παιδιῶν. xyxy=(430,1687,757,1721)
cinema-cast: Μὲ τὸν Οὐγκο Τονιάτσι xyxy=(182,1634,271,1644)
cinema-addr: ΠΑΤΕΛΛΕΣ (Στὸν Ἀθανάτων) xyxy=(56,2194,187,2205)
cinema-film: ΕΡΩΤΙΚΟ ΤΕΣΤ xyxy=(175,1479,278,1495)
cinema-info-row xyxy=(56,1706,397,1719)
tv-item: 5.20 Ἕλα νὰ παίξουμε xyxy=(421,288,505,298)
theatre-tickets: Εἰσιτήρια προπωλοῦνται στὸ Ταμεῖο τῆς «ΟΑΣΗΣ» xyxy=(847,893,1070,904)
baby-l1: Καὶ τώρα τὸ παιδικὸ κατάστημα xyxy=(889,1079,1028,1090)
tv-item: 6.15 Τὸ εἰκοσιτετράωρο xyxy=(421,492,512,502)
detective-h4: Ἄκρως Ἀπόρρητον Γραφεῖο Ἐρευνῶν xyxy=(522,1180,666,1190)
cinema-ad xyxy=(47,1551,406,1671)
cinema-addr: ΝΕΑ ΑΛΙΚΑΡΝΑΣΣΟΣ xyxy=(56,1121,160,1132)
detective-h3: PRIVATE SEGURITY SERVISE xyxy=(518,1166,670,1178)
baby-adv: Διαφήμισις: ΜΑΝΟΛΗΣ ΦΟΥΚΑΡΑΚΗΣ xyxy=(878,1237,1039,1247)
cinema-tel: ΚΟΚΚΙΝΗ ΧΑΝΙ xyxy=(319,1351,397,1362)
soulis-text1: Χάρις στὸν ΝΕΟ ΛΕΒΗΤΑ ΚΑΛΟΡΙΦΕΡ SOULIS ποὺ καταβάζει τὴν τιμὴ πετρελαίου ἀπὸ xyxy=(1171,1830,1515,1840)
masthead: «ΠΑΤΡΙΣ» xyxy=(716,33,852,55)
funeral-text: θανάτῳ κηδεύομε σήμερα καὶ ὥρα 5 μ.μ. ἀπὸ τὴν οἰκία μας Σακκουλεραβίου 56. Ἡ νεκρώσιμη ἀκολουθία θὰ ψαλεῖ στὸν Ι.Ν. Ἁγίας Τριάδος. xyxy=(1167,1422,1519,1444)
classifieds xyxy=(1158,93,1528,1485)
soulis-oil: ΠΕΤΡΕΛΑΙΟ οἰκονομία 40% xyxy=(1230,1809,1456,1829)
soulis-heart: ἡ ζεστὴ καρδιὰ τοῦ καλοριφέρ xyxy=(1273,2020,1394,2030)
kastrino-logo-2: Εἰκοσιτετράωρο xyxy=(829,109,1095,154)
theatre-ad xyxy=(772,719,1145,1039)
sale-ad: ΠΩΛΕΙΤΑΙ αὐτοκίνητο NSU PRINZ τηλ. 40.000. Πληροφ. τηλ. 224368 ἀπογευματινὲς ὧρες. (Π378) xyxy=(1347,486,1528,525)
cinema-ad xyxy=(47,1090,406,1197)
column-listings xyxy=(241,93,414,612)
aki-l4: Δίπλα στὸ ΑΓΙΑΠΗ ΜΗΤΗΣ xyxy=(902,656,1014,666)
pharmacy-name: Ἀγ. Νεκτάριος xyxy=(241,522,300,533)
pharmacy-list xyxy=(241,454,407,547)
soulis-feature: ● Τέλεια καύση πετρελαίου xyxy=(1167,1940,1276,1950)
cinema-film: ΕΛΑ ΝΑ ΦΑΣ ΤΟ ΞΥΛΟ ΤΗΣ ΧΡΟΝΙΑΣ ΣΟΥ xyxy=(87,1841,366,1857)
classifieds-bar: ΜΙΚΡΕΣ ΑΓΓΕΛΙΕΣ xyxy=(1158,93,1528,124)
property-item: 2. Διαμέρισμα Α' ὀρόφου 108 μ² 2.200.000 δρχ. xyxy=(781,1955,960,1965)
cinema-name: «ΚΡΟΝΟΣ» xyxy=(176,1210,277,1231)
detective-title: ΝΤΕΤΕΚΤΙΒΣ xyxy=(430,1113,757,1137)
social-logo: Κοινωνικά xyxy=(47,93,233,151)
minoan-tel-label: Τηλέφωνα Πρακτορείου: xyxy=(86,618,194,630)
memorial-1 xyxy=(421,1398,767,1651)
travel-title: ΔΙΑΚΟΠΕΣ ΓΙΑ ΝΕΟΥΣ xyxy=(493,953,694,974)
proschi-req: — Πηγεστηκὸ καὶ εὐγενικὸ χαρακτήρα. xyxy=(781,1465,931,1475)
gas-text: Ἰωάν. Ρηγάτος Λ. 62 Μαρτύρων. Παν. Μυρογ. Τῆς Λ. Ἴκαρου. Νικ. Στροατῆς Λ. Ἰωνίας. xyxy=(241,577,399,611)
theatre-play: «ΑΛΛΑΖΟΥΜΕ ΓΥΝΑΙΚΕΣ:» xyxy=(845,748,1072,768)
minoan-ship: ★ ΜΙΝΩΣ xyxy=(114,549,165,560)
travel-desc: Μεταφορὰς — 7 ἢ 14 νύκτες παραμονὴ σὲ καμπάνες ἀπὸ μπαμποῦ καὶ πολλὰ παιχνίδια. Μαγευτικὸ περιβάλλον xyxy=(448,1029,739,1051)
pharmacy-row xyxy=(241,494,407,507)
cinema-tel: ΤΗΛ. 283075 xyxy=(340,1233,397,1244)
detective-foot: Ὑπεύθυνοι τῆς Ἀστυνομικοί εἰς τὰς ὑποθέσεις, τὸ μόνο Γραφεῖο ποὺ διαθέτει τέως Ἀστυνομικοὺς εἰς τὸ Ἡράκλειο Κρήτης. xyxy=(430,1302,757,1323)
tv-item: 12.00 Εἰδήσεις xyxy=(421,588,477,598)
cinema-cast: Τὸ Φολὲ Βάγκαν ποὺ πετάει, καλυμμάκι καὶ βέριε xyxy=(132,1158,321,1168)
column-rule xyxy=(237,93,238,979)
thanks-sign: Ὁ εὐχαριστῶν xyxy=(109,457,170,469)
agent-l3: Ἡράκλειον - Κρήτης - Τηλ. 284-920 xyxy=(1231,2269,1455,2285)
pharmacy-name: Ἱπποκράτειο xyxy=(241,509,292,519)
minoan-daily: Κάθε μέρα xyxy=(116,591,163,602)
proschi-req: — Ἀγάπη στὶς δημόσιες σχέσεις. xyxy=(781,1453,905,1463)
pharmacy-row xyxy=(241,481,407,494)
memorial1-text: τελοῦμε τὸ Σάββατο 11 Ἰουλίου καὶ ὥρα 8 π.μ. στὸν Ι.Ν. Ἁγ. Κων/νου (Νεκροταφεῖο) Ἀρχιερατικὸ μνημόσυνο ὑπὲρ ἀναπαύσεως τῆς ψυχῆς του. Παρακαλοῦμε συγγενεῖς καὶ φίλους ὅπως παρευρεθοῦν. xyxy=(430,1462,757,1496)
tv-station: ΕΡΤ xyxy=(421,263,442,274)
sale-ad: ΤΙΜΗ ΕΥΚΑΙΡΙΑΣ ΠΩΛΟΥΝΤΑΙ 300 μουρέλα 5 — 17 στρέμματα περίπου 600 τμχ. (Π359) xyxy=(1347,602,1528,641)
teachers-col-a: Ἔληξαν οἱ ἐργασίες τῆς 50 ῆς (7ης μεταδικτατορικῆς) Γενικῆς Συνέλευσης τῶν δασκάλων καὶ νηπιαγωγῶν ποὺ πραγματοποιήθηκε στὴν Ἀθήνα στὸ θέατρο «ΔΙΟΝΥΣΙΑ» ἀπὸ 24—28 Ἰουνίου 1981. Ἡ Συνέλευση αὐτὴ ἀποτέλεσε σταθμὸ στὸ συνδικαλιστικὸ χρονικὸ, γιατὶ καὶ καινοτομίες ὑπῆρξαν τέτοιες ποὺ ἀνεβάζουν τὸ συνδικαλιστικὸ κίνημα βάζοντας νέες βάσεις καὶ ἀντιλήψεις στὸ χῶρο τῶν δασκάλων μὲ τὴ διεκδίκηση γιὰ τὰ περιθωριακὰ αἰτήματα. xyxy=(612,264,783,405)
misc-bar: ΔΙΑΦΟΡΑ xyxy=(1158,516,1339,543)
tv-item: 12.00 Εἰδήσεις xyxy=(421,432,477,442)
theatre-cast: ΑΛΕΚΑ ΣΤΡΑΤΗΓΟΥ, «ἡ χαρτορίχτρα» — ΣΠΥΡΟΣ ΦΑΣΙΑΝΟΣ, «ὁ γκαρσόνι» — ΜΑΡΙΟΣ ΤΑΓΑΡΗΣ, «ὁ Πρόδρομος» — ΝΙΚΟΣ ΠΟΓΚΑΣ, «ὁ Ἀντρέας» — ΜΑΡΙΑ ΝΙΚΑ, «ἡ Λουκία» καὶ ἡ ΤΑΝΙΑ τοῦ «Μεθοριακοῦ». xyxy=(781,803,1135,847)
teachers-org: ΣΥΛΛΟΓΟΣ ΔΑΣΚΑΛΩΝ «ΝΙΚΟΣ ΚΑΖΑΝΤΖΑΚΗΣ» xyxy=(612,193,901,206)
minoan-sub: ΕΓΓ — Ο/Γ xyxy=(112,535,167,546)
thanks-name: Ἰωάννης Πιτυκάκης xyxy=(93,474,186,485)
cinema-tel: ΤΗΛ. 231-850 xyxy=(337,1582,397,1592)
cinema-info-row xyxy=(56,1120,397,1133)
gas-title: Διανυκτερεύοντα ΠΡΑΤΗΡΙΑ ΒΕΝΖΙΝΗΣ xyxy=(265,553,383,575)
property-ad xyxy=(772,1831,1145,2353)
cinema-cast: Ἀλλαγὴ προγράμματος κάθε Δευτέρα καὶ Πέμπτη xyxy=(133,1388,319,1398)
cinema-addr: ΩΡΑ ΕΝΑΡΞΕΩΣ 8 xyxy=(56,1463,140,1474)
tv-item: 9.00 Εἰδήσεις xyxy=(421,384,472,394)
cinema-ad xyxy=(47,1920,406,2033)
travel-ad xyxy=(421,719,767,1092)
wanted-ad: ΖΗΤΕΙΤΑΙ γυναίκα μὲ ὁρεξη γιὰ ἐργασία, δραστήρια, σοβαρὴ καὶ μὲ ἐνδιαφέροντα γιὰ κατάστημα ΚΑΝΟΝ ὡς ὑπάλληλος. Μισθὸς ΙΚΑ καὶ ὅλα σύμφωνα μὲ τὸ νόμο. Πληροφ. Καγιαμπῆ 2 καὶ Ἀγιαζοι γωνία (Μελετιῶν). (Ζ900) xyxy=(1158,340,1339,415)
cinema-film: ΤΑ ΣΚΥΛΙΑ ΤΟΥ ΠΟΛΕΜΟΥ xyxy=(137,1723,315,1738)
cinema-film: ΤΟ ΚΑΤΣΑΡΙΔΑΚΙ ΣΤΟ ΒΑΡΙ ΤΩΝ ΑΛΠΕΩΝ xyxy=(85,1137,367,1152)
detective-text: Μὲ τηλεπικοινωνίες, ὑποθέσεις διαζυγίων, Μοιχεία, ἐξακριβώσεις ἀγνώστου διαμονῆς, οἰκογενειακά, αἰσθηματικά, μαγνητοφωνήσεις συνομιλιῶν, φωτογραφήσεις, κινηματογραφήσεις, βιντεοσκοπήσεις, παρακολουθήσεις ἀνηλίκων, κλοπές, ἐξιχνίαση ἐγκλημάτων. ΔΙΑΘΕΤΟΥΜΕΝ τέλειον καὶ τὸν ἀκριβέστερον Ἠλεκτρικὸν ἀνιχνευτὴν ψεύδους τὸ ὁποῖον ἐφέρομε εἰς τὸ Ἡράκλειον Κρήτης. xyxy=(430,1206,757,1264)
pharmacy-dept: Νευρολ. xyxy=(373,522,407,533)
baby-close: BABY MARKET λοιπόν... xyxy=(898,1206,1019,1217)
beach-photo xyxy=(430,727,712,947)
cinema-name: «ΑΣΤΟΡΙΑ» xyxy=(175,1684,278,1705)
tv-item: 5.00 Μαρονέττες xyxy=(421,456,485,466)
cinema-name: ΣΙΝΕ «ΠΑΛΛΑΣ» xyxy=(154,993,299,1014)
cinema-cast: «Εὐχέρια — Ἀστέρις Ἀνατόλλημ» xyxy=(161,1500,292,1510)
teachers-title: Ἡ 50στὴ Γενικὴ Συνέλευση xyxy=(761,211,996,233)
lawyer-title: ΑΠΟΥΣΙΑ ΔΙΚΗΓΟΡΟΥ xyxy=(81,654,198,666)
funeral-notice xyxy=(1158,1358,1528,1644)
pharmacy-name: Ἀσκληπιεῖο xyxy=(241,495,288,506)
baby-ann: Σᾶς ἀνακοινώνει: xyxy=(918,1142,998,1153)
pharmacy-dept: Χειρὸκ. xyxy=(375,469,407,479)
baby-title: ΑΝΑΚΟΙΝΩΣΗ xyxy=(895,1057,1022,1077)
cinema-info-row xyxy=(56,1232,397,1245)
pharmacy-name: Ἱπποκράτειο xyxy=(241,455,292,466)
soulis-badge-icon: ΝΕΟΣ ΛΕΒΗΣ xyxy=(1167,1662,1267,1749)
column-rule xyxy=(414,93,415,2351)
tv-item: 6.40 Μουσικὲς ἀφιερώσεις xyxy=(421,336,522,346)
agent-l2: ΝΙΚΟΛ. ΜΑΚΡΙΔΑΚΗΣ καὶ Υἱός Ο.Ε. xyxy=(1209,2251,1477,2268)
furniture-ad xyxy=(772,1581,1145,1821)
cinema-ad xyxy=(47,1321,406,1427)
cinema-name: «ΑΝΤΥΑΝΝΑ» xyxy=(164,2172,288,2192)
aki-l1: ΑΝΟΙΞΑΜΕ ΞΑΝΑ ΚΑΙ ΣΑΣ ΠΕΡΙΜΕΝΟΥΜΕ xyxy=(845,608,1072,620)
minoan-route: Κρήτη - Πειραιᾶ - Κρήτη xyxy=(85,604,194,616)
minoan-tel: 224304 — 224308 xyxy=(100,632,180,644)
pharmacy-row xyxy=(241,507,407,521)
tv-item: 5.10 Ἡ ἀλλαγὴ καὶ ὁ λόγος xyxy=(421,276,523,286)
property-item: 1. Κατάστημα 111 μ² μὲ πατάρι 2.400.000 δρχ. xyxy=(781,1943,956,1953)
theatre-dates: 10—11—12 Ἰουλίου xyxy=(912,865,1004,876)
funeral-name: ΑΝΤΩΝΙΟ ΜΑΝΩΛΟΥΔΗ xyxy=(1280,1397,1406,1408)
soulis-eco: ΕΞ-ΟΙΚΟΝΟΜΕΙ xyxy=(1283,1963,1403,1981)
cinema-info-row xyxy=(56,1462,397,1475)
soulis-save: Ἐτσι χρήσιμος χιλιάδες τῶν ὡρῶν λειτουργίας xyxy=(1256,1952,1430,1962)
family-photo xyxy=(430,1740,757,2115)
pharmacy-dept: Παθολ. xyxy=(377,455,407,466)
